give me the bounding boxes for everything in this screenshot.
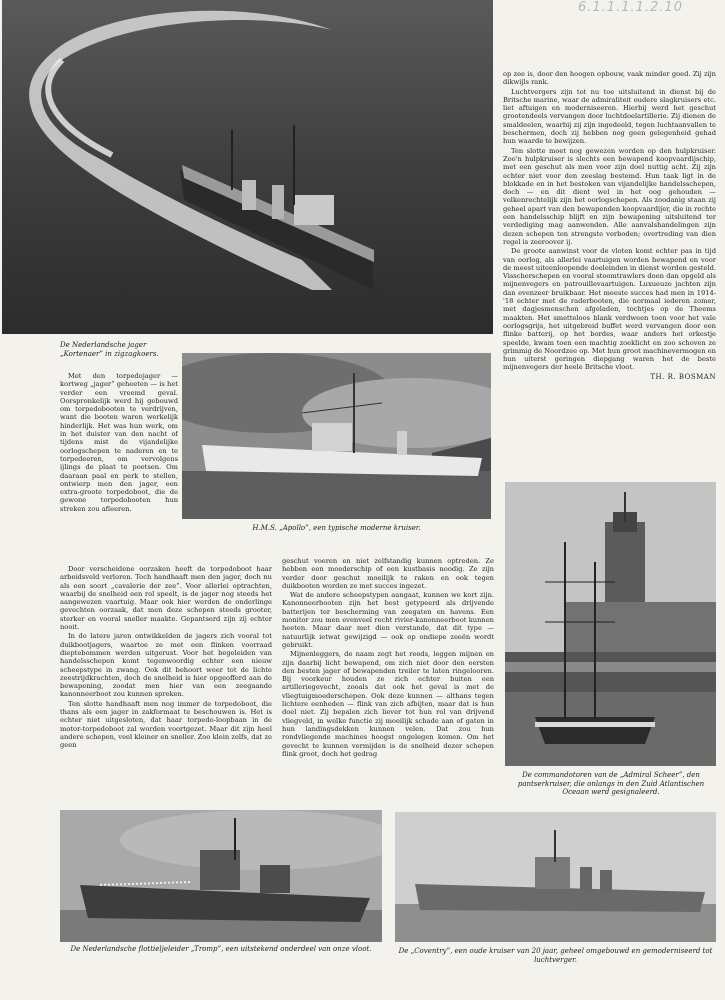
paragraph: De groote aanwinst voor de vloten komt echter pas in tijd van oorlog, als allerlei vaartuigen worden bewapend en voor de meest uiteenloopende doeleinden in dienst worden gesteld. Visscherschepen en vooral stoomtrawlers doen dan opgeld als mijnenvegers en patrouillevaartuigen. Luxueuze jachten zijn dan evenzeer bruikbaar. Het meeste succes had men in 1914-'18 echter met de raderbooten, die normaal iederen zomer, met dagjesmenschen afgeladen, tochtjes op de Theems maakten. Het smetteloos blank verdween toen voor het vale oorlogsgrijs, het uitgebreid buffet werd vervangen door een flinke batterij, op het bordes, waar anders het orkestje speelde, kwam toen een machtig zoeklicht en zoo schoven ze grimmig de Noordzee op. Met hun groot machinevermogen en hun uiterst geringen diepgang waren het de beste mijnenvegers der heele Britsche vloot.	[503, 247, 716, 372]
paragraph: op zee is, door den hoogen opbouw, vaak minder goed. Zij zijn dikwijls rank.	[503, 70, 716, 87]
tromp-image	[60, 810, 382, 942]
author-signature: TH. R. BOSMAN	[650, 372, 716, 381]
pencil-note: 6.1.1.1.1.2.10	[578, 0, 683, 15]
coventry-image	[395, 812, 716, 942]
paragraph: In de latere jaren ontwikkelden de jagers zich vooral tot duikbootjagers, waartoe ze met een flinken voorraad dieptebommen werden uitgerust. Voor het begeleiden van handelsschepen komt tegenwoordig echter een nieuw scheepstype in zwang. Ook dit behoort weer tot de lichte zeestrijdkrachten, doch de snelheid is hier opgeofferd aan de bewapening, zoodat men hier van een zeegaande kanonneerboot zou kunnen spreken.	[60, 632, 272, 699]
admiral-scheer-image	[505, 482, 716, 766]
caption-admiral-scheer: De commandotoren van de „Admiral Scheer”, den pantserkruiser, die onlangs in den Zuid Atlantischen Oceaan werd gesignaleerd.	[517, 771, 705, 796]
text-column-left-narrow	[60, 372, 178, 567]
caption-kortenaer: De Nederlandsche jager „Kortenaer” in zigzagkoers.	[60, 341, 159, 358]
photo-coventry	[395, 812, 716, 942]
text-column-left	[60, 565, 272, 803]
caption-tromp: De Nederlandsche flottieljeleider „Tromp”, een uitstekend onderdeel van onze vloot.	[70, 945, 372, 953]
paragraph: Luchtvergers zijn tot nu toe uitsluitend in dienst bij de Britsche marine, waar de admiraliteit oudere slagkruisers etc. liet aftuigen en moderniseeren. Hierbij werd het geschut grootendeels vervangen door luchtdoelartillerie. Zij dienen de smaldeelen, waarbij zij zijn ingedeeld, tegen luchtaanvallen te beschermen, doch zij hebben nog geen gelegenheid gehad hun waarde te bewijzen.	[503, 87, 716, 146]
photo-kortenaer	[2, 0, 493, 334]
paragraph: Ten slotte moet nog gewezen worden op den hulpkruiser. Zoo'n hulpkruiser is slechts een bewapend koopvaardijschip, met een geschut als men voor zijn doel nuttig acht. Zij zijn echter niet voor den zeeslag bestemd. Hun taak ligt in de blokkade en in het bestoken van vijandelijke handelsschepen, doch — en dit dient wel in het oog gehouden — volkenrechtelijk zijn het oorlogschepen. Als zoodanig staan zij geheel apart van den bewapenden koopvaardijer, die in rechte een handelsschip blijft en zijn bewapening uitsluitend ter verdediging mag aanwenden. Alle aanvalshandelingen zijn dezen schepen ten strengste verboden; overtreding van dien regel is zeeroover ij.	[503, 146, 716, 246]
destroyer-zigzag-image	[2, 0, 493, 334]
apollo-image	[182, 353, 491, 519]
caption-coventry: De „Coventry”, een oude kruiser van 20 jaar, geheel omgebouwd en gemoderniseerd tot luchtverger.	[398, 947, 713, 964]
text-column-middle	[282, 557, 494, 803]
paragraph: Door verscheidene oorzaken heeft de torpedoboot haar arbeidsveld verloren. Toch handhaaft men den jager, doch nu als een soort „cavalerie der zee”. Voor allerlei optrachten, waarbij de snelheid een rol speelt, is de jager nog steeds het aangewezen vaartuig. Maar ook hier werden de onderlinge gevechten oorzaak, dat men deze schepen steeds grooter, sterker en vooral sneller maakte. Gepantserd zijn zij echter nooit.	[60, 565, 272, 632]
photo-admiral-scheer	[505, 482, 716, 766]
paragraph: Met den torpedojager — kortweg „jager” geheeten — is het verder een vreemd geval. Oorspronkelijk werd hij gebouwd om torpedobooten te verdrijven, want die booten waren werkelijk hinderlijk. Het was hun werk, om in het duister van den nacht of tijdens mist de vijandelijke oorlogschepen te naderen en te torpedeeren, om vervolgens ijlings de plaat te poetsen. Om daaraan paal en perk te stellen, ontwierp men den jager, een extra-groote torpedoboot, die de gewone torpedobooten hun streken zou afleeren.	[60, 372, 178, 513]
caption-apollo: H.M.S. „Apollo”, een typische moderne kruiser.	[252, 524, 421, 532]
paragraph: Ten slotte handhaaft men nog immer de torpedoboot, die thans als een jager in zakformaat te beschouwen is. Het is echter niet uitgesloten, dat haar torpedo-loopbaan in de motor-torpedoboot zal worden voortgezet. Maar dit zijn heel andere schepen, veel kleiner en sneller. Zoo klein zelfs, dat ze geen	[60, 699, 272, 750]
paragraph: Wat de andere scheepstypen aangaat, kunnen we kort zijn. Kanonneerbooten zijn het best getypeerd als drijvende batterijen ter bescherming van zeegaten en havens. Een monitor zou men evenveel recht rivier-kanonneerboot kunnen heeten. Maar daar met dien verstande, dat dit type — natuurlijk ietwat gewijzigd — ook op ondiepe zeeën wordt gebruikt.	[282, 591, 494, 649]
paragraph: Mijnenleggers, de naam zegt het reeds, leggen mijnen en zijn daarbij licht bewapend, om zich niet door den eersten den besten jager of bewapenden treiler te laten ringelooren. Bij voorkeur houden ze zich echter buiten een artilleriegevecht, zooals dat ook het geval is met de vliegtuigmoederschepen. Ook deze kunnen — althans tegen lichtere eenheden — flink van zich afbijten, maar dat is hun doel niet. Zij bepalen zich liever tot hun rol van drijvend vliegveld, in welke functie zij moeilijk schade aan of gaten in hun landingsdekken kunnen velen. Dat zou hun rondvliegende machines hoogst ongelegen komen. Om het gevecht te kunnen vermijden is de snelheid dezer schepen flink groot, doch het gedrag	[282, 650, 494, 758]
photo-tromp	[60, 810, 382, 942]
photo-apollo	[182, 353, 491, 519]
text-column-right-top	[503, 70, 716, 470]
paragraph: geschut voeren en niet zelfstandig kunnen optreden. Ze hebben een moederschip of een kustbasis noodig. Ze zijn verder door geschut moeilijk te raken en ook tegen duikbooten worden ze met succes ingezet.	[282, 557, 494, 590]
